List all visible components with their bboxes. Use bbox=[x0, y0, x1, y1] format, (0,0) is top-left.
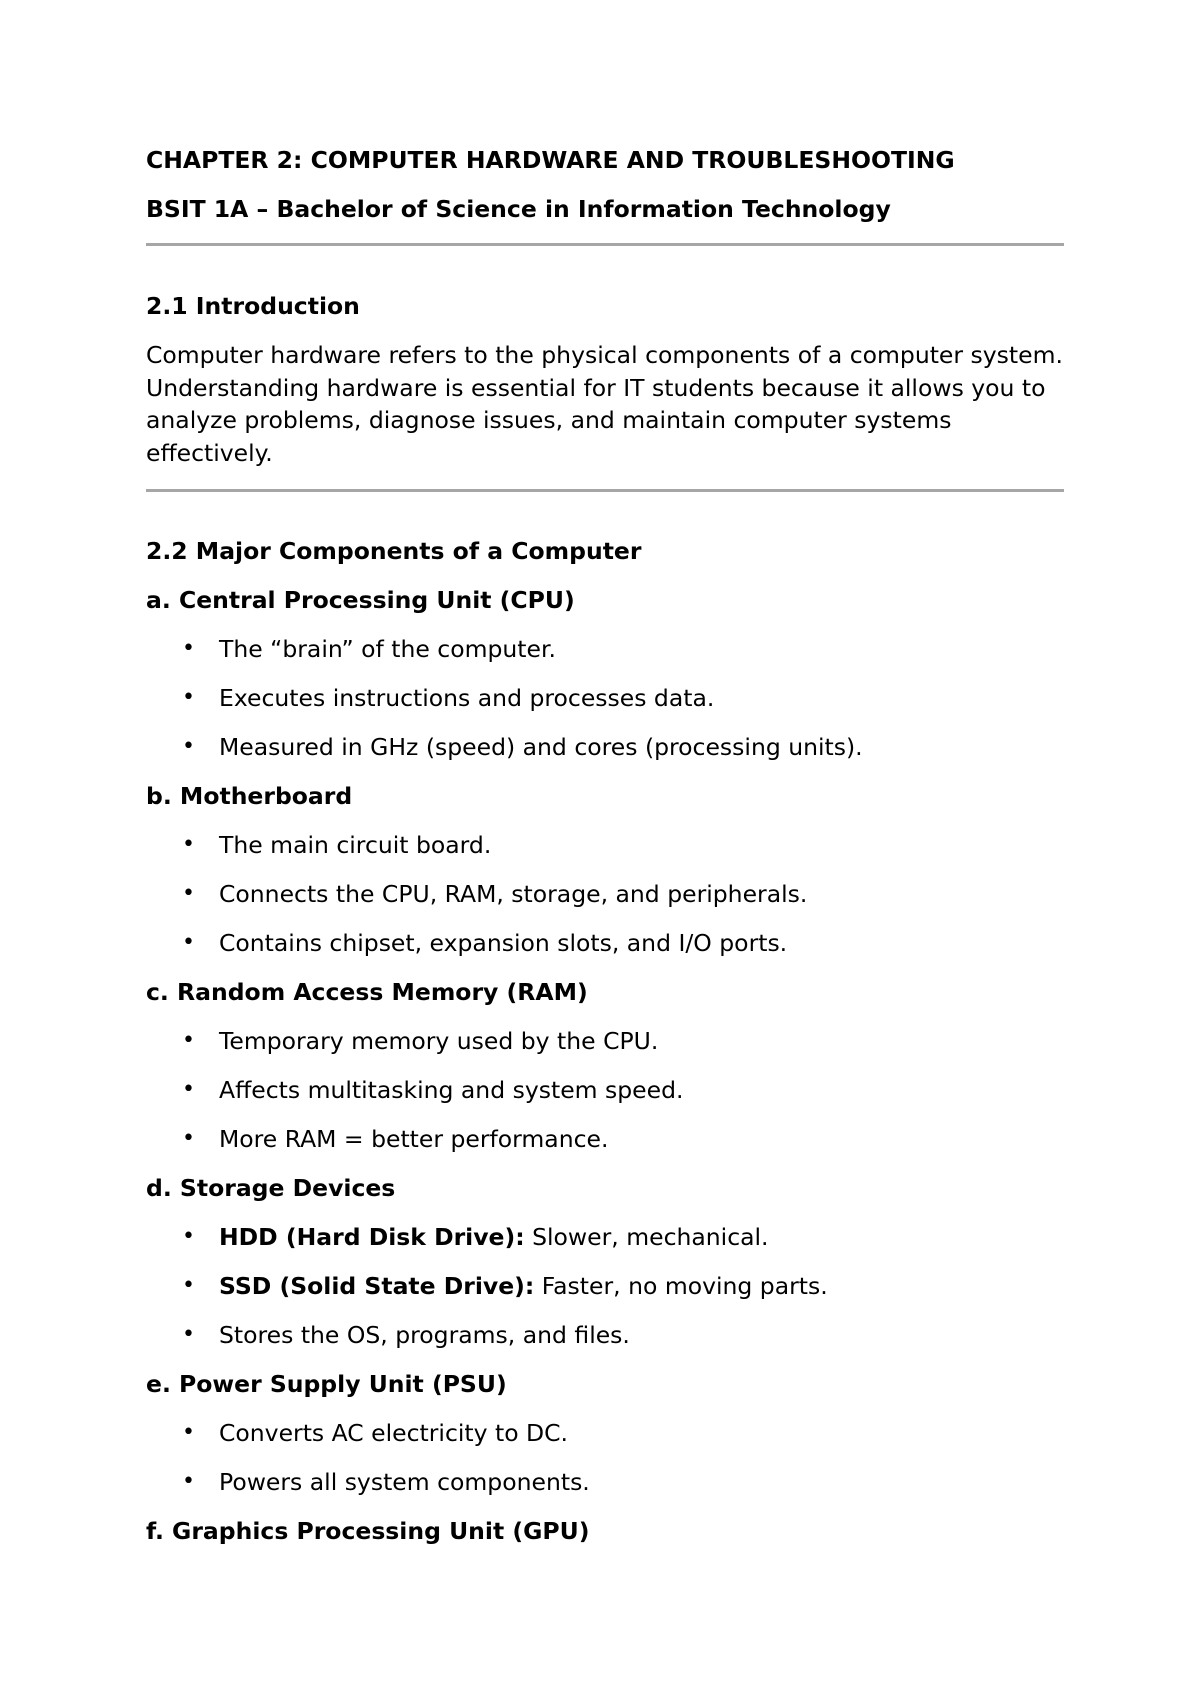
bullet-dot-icon: • bbox=[182, 1126, 195, 1151]
bullet-text: More RAM = better performance. bbox=[219, 1125, 609, 1153]
divider-rule-1 bbox=[146, 243, 1064, 246]
bullet-text: The “brain” of the computer. bbox=[219, 635, 556, 663]
list-item bbox=[146, 732, 863, 781]
section-title-storage: d. Storage Devices bbox=[146, 1174, 396, 1202]
list-item bbox=[146, 683, 863, 732]
bullet-dot-icon: • bbox=[182, 832, 195, 857]
divider-rule-2 bbox=[146, 489, 1064, 492]
components-heading: 2.2 Major Components of a Computer bbox=[146, 537, 642, 565]
bullet-list-psu bbox=[146, 1418, 590, 1516]
bullet-list-ram bbox=[146, 1026, 683, 1173]
bullet-dot-icon: • bbox=[182, 1077, 195, 1102]
bullet-text: The main circuit board. bbox=[219, 831, 492, 859]
bullet-dot-icon: • bbox=[182, 636, 195, 661]
bullet-dot-icon: • bbox=[182, 881, 195, 906]
list-item bbox=[146, 1075, 683, 1124]
list-item bbox=[146, 1320, 828, 1369]
bullet-text: Slower, mechanical. bbox=[524, 1223, 769, 1251]
chapter-title: CHAPTER 2: COMPUTER HARDWARE AND TROUBLESHOOTING bbox=[146, 146, 955, 174]
bullet-dot-icon: • bbox=[182, 1322, 195, 1347]
bullet-dot-icon: • bbox=[182, 1224, 195, 1249]
bullet-term: HDD (Hard Disk Drive): bbox=[219, 1223, 525, 1251]
bullet-text: Measured in GHz (speed) and cores (processing units). bbox=[219, 733, 863, 761]
list-item bbox=[146, 879, 807, 928]
list-item bbox=[146, 1467, 590, 1516]
bullet-dot-icon: • bbox=[182, 930, 195, 955]
bullet-text: Temporary memory used by the CPU. bbox=[219, 1027, 659, 1055]
bullet-text: Faster, no moving parts. bbox=[534, 1272, 828, 1300]
list-item bbox=[146, 1222, 828, 1271]
bullet-dot-icon: • bbox=[182, 685, 195, 710]
course-line: BSIT 1A – Bachelor of Science in Information Technology bbox=[146, 195, 891, 223]
intro-heading: 2.1 Introduction bbox=[146, 292, 360, 320]
bullet-list-storage bbox=[146, 1222, 828, 1369]
bullet-dot-icon: • bbox=[182, 1028, 195, 1053]
section-title-gpu: f. Graphics Processing Unit (GPU) bbox=[146, 1517, 590, 1545]
list-item bbox=[146, 1271, 828, 1320]
bullet-list-cpu bbox=[146, 634, 863, 781]
bullet-dot-icon: • bbox=[182, 734, 195, 759]
section-title-psu: e. Power Supply Unit (PSU) bbox=[146, 1370, 507, 1398]
list-item bbox=[146, 1418, 590, 1467]
bullet-text: Converts AC electricity to DC. bbox=[219, 1419, 569, 1447]
bullet-dot-icon: • bbox=[182, 1273, 195, 1298]
bullet-text: Connects the CPU, RAM, storage, and peripherals. bbox=[219, 880, 808, 908]
bullet-dot-icon: • bbox=[182, 1469, 195, 1494]
section-title-cpu: a. Central Processing Unit (CPU) bbox=[146, 586, 575, 614]
bullet-text: Executes instructions and processes data. bbox=[219, 684, 715, 712]
bullet-text: Affects multitasking and system speed. bbox=[219, 1076, 684, 1104]
bullet-text: Powers all system components. bbox=[219, 1468, 590, 1496]
bullet-dot-icon: • bbox=[182, 1420, 195, 1445]
section-title-ram: c. Random Access Memory (RAM) bbox=[146, 978, 588, 1006]
bullet-list-motherboard bbox=[146, 830, 807, 977]
list-item bbox=[146, 830, 807, 879]
bullet-text: Stores the OS, programs, and files. bbox=[219, 1321, 630, 1349]
intro-paragraph: Computer hardware refers to the physical components of a computer system. Understanding hardware is essential for IT students because it allows you to analyze problems, diagnose issues, and maintain computer systems effectively. bbox=[146, 341, 1063, 467]
list-item bbox=[146, 928, 807, 977]
list-item bbox=[146, 634, 863, 683]
section-title-motherboard: b. Motherboard bbox=[146, 782, 353, 810]
list-item bbox=[146, 1026, 683, 1075]
bullet-text: Contains chipset, expansion slots, and I/O ports. bbox=[219, 929, 788, 957]
bullet-term: SSD (Solid State Drive): bbox=[219, 1272, 535, 1300]
list-item bbox=[146, 1124, 683, 1173]
